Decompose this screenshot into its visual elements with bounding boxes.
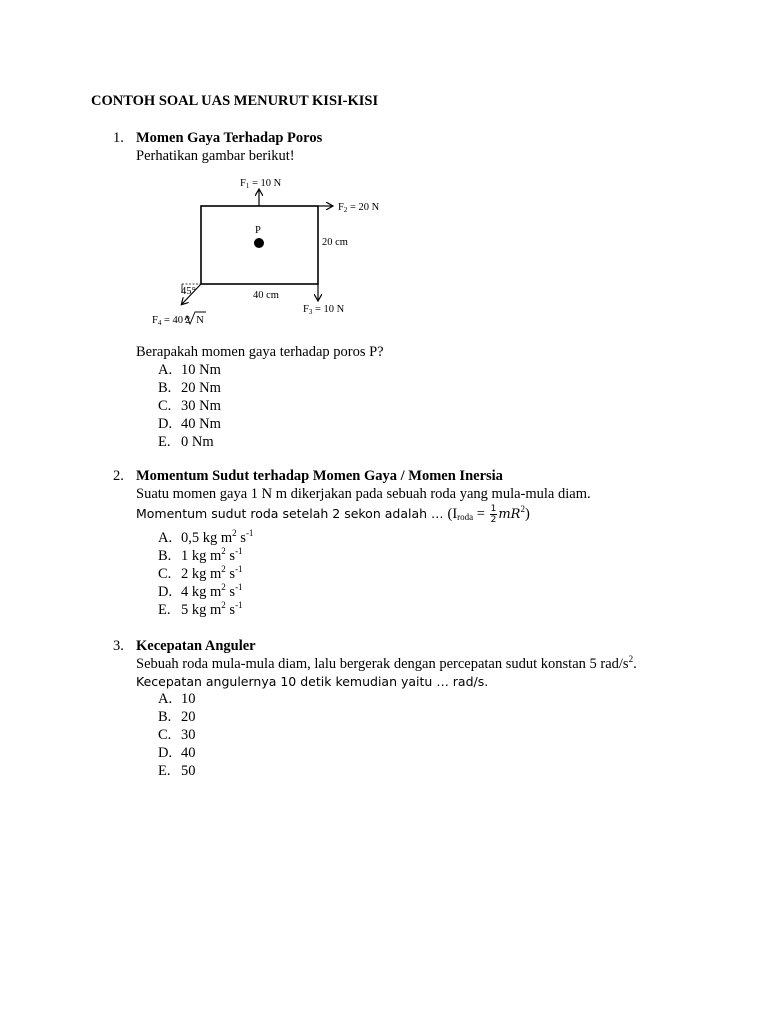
fraction-denominator: 2: [490, 515, 497, 525]
q3-option-a-letter: A.: [158, 691, 173, 707]
q3-option-c-text: 30: [181, 727, 196, 743]
q3-option-d-letter: D.: [158, 745, 173, 761]
force-diagram: [140, 168, 400, 338]
question-3-heading: Kecepatan Anguler: [136, 638, 256, 654]
q1-option-c-text: 30 Nm: [181, 398, 221, 414]
question-2-heading: Momentum Sudut terhadap Momen Gaya / Momen Inersia: [136, 468, 503, 484]
question-1-heading: Momen Gaya Terhadap Poros: [136, 130, 323, 146]
formula-subscript: roda: [457, 511, 474, 522]
q2-option-d-text: 4 kg $m^2$ $s^{-1}$: [181, 582, 243, 600]
pivot-point-p: [254, 238, 264, 248]
question-2-line-1: Suatu momen gaya 1 N m dikerjakan pada sebuah roda yang mula-mula diam.: [136, 486, 591, 502]
q1-option-a-letter: A.: [158, 362, 173, 378]
question-1-number: 1.: [113, 130, 124, 146]
q1-option-d-text: 40 Nm: [181, 416, 221, 432]
q2-option-c-letter: C.: [158, 566, 172, 582]
q2-option-e-letter: E.: [158, 602, 171, 618]
q1-option-b-text: 20 Nm: [181, 380, 221, 396]
q3-option-d-text: 40: [181, 745, 196, 761]
formula-exponent: 2: [520, 503, 525, 514]
q2-option-a-text: 0,5 kg $m^2$ $s^{-1}$: [181, 528, 254, 546]
q3-option-b-letter: B.: [158, 709, 172, 725]
q1-option-b-letter: B.: [158, 380, 172, 396]
question-1-text: Berapakah momen gaya terhadap poros P?: [136, 344, 384, 360]
force-f3-label: F3 = 10 N: [303, 304, 345, 316]
q1-option-e-text: 0 Nm: [181, 434, 214, 450]
question-3-line-2: Kecepatan angulernya 10 detik kemudian yaitu … rad/s.: [136, 674, 489, 689]
q2-option-b-text: 1 kg $m^2$ $s^{-1}$: [181, 546, 243, 564]
q3-option-a-text: 10: [181, 691, 196, 707]
q2-option-e-text: 5 kg $m^2$ $s^{-1}$: [181, 600, 243, 618]
question-3-line-1: Sebuah roda mula-mula diam, lalu bergerak dengan percepatan sudut konstan 5 rad/$s^2$.: [136, 654, 637, 672]
width-dimension-label: 40 cm: [253, 290, 279, 301]
question-2-line-2: [136, 504, 530, 525]
force-f2-label: F2 = 20 N: [338, 202, 380, 214]
q1-option-d-letter: D.: [158, 416, 173, 432]
fraction-numerator: 1: [490, 504, 497, 514]
q2-option-c-text: 2 kg $m^2$ $s^{-1}$: [181, 564, 243, 582]
formula-fraction: [490, 504, 498, 525]
formula-paren-open: (I: [447, 505, 458, 522]
angle-label: 45°: [181, 286, 196, 297]
document-title: CONTOH SOAL UAS MENURUT KISI-KISI: [91, 93, 379, 109]
q3-option-b-text: 20: [181, 709, 196, 725]
formula-paren-close: ): [524, 505, 530, 522]
force-f4-label: F4 = 40 2 N: [152, 315, 204, 327]
question-2-number: 2.: [113, 468, 124, 484]
q1-option-e-letter: E.: [158, 434, 171, 450]
q2-option-a-letter: A.: [158, 530, 173, 546]
q3-option-e-letter: E.: [158, 763, 171, 779]
formula-tail: mR: [498, 506, 521, 522]
q3-option-c-letter: C.: [158, 727, 172, 743]
pivot-label: P: [255, 225, 261, 236]
question-3-number: 3.: [113, 638, 124, 654]
q3-option-e-text: 50: [181, 763, 196, 779]
question-2-line-2-text: Momentum sudut roda setelah 2 sekon adalah …: [136, 505, 448, 521]
question-1-intro: Perhatikan gambar berikut!: [136, 148, 295, 164]
height-dimension-label: 20 cm: [322, 237, 348, 248]
q1-option-a-text: 10 Nm: [181, 362, 221, 378]
q1-option-c-letter: C.: [158, 398, 172, 414]
formula-equals: =: [473, 505, 489, 522]
q2-option-d-letter: D.: [158, 584, 173, 600]
force-f1-label: F1 = 10 N: [240, 178, 282, 190]
q2-option-b-letter: B.: [158, 548, 172, 564]
